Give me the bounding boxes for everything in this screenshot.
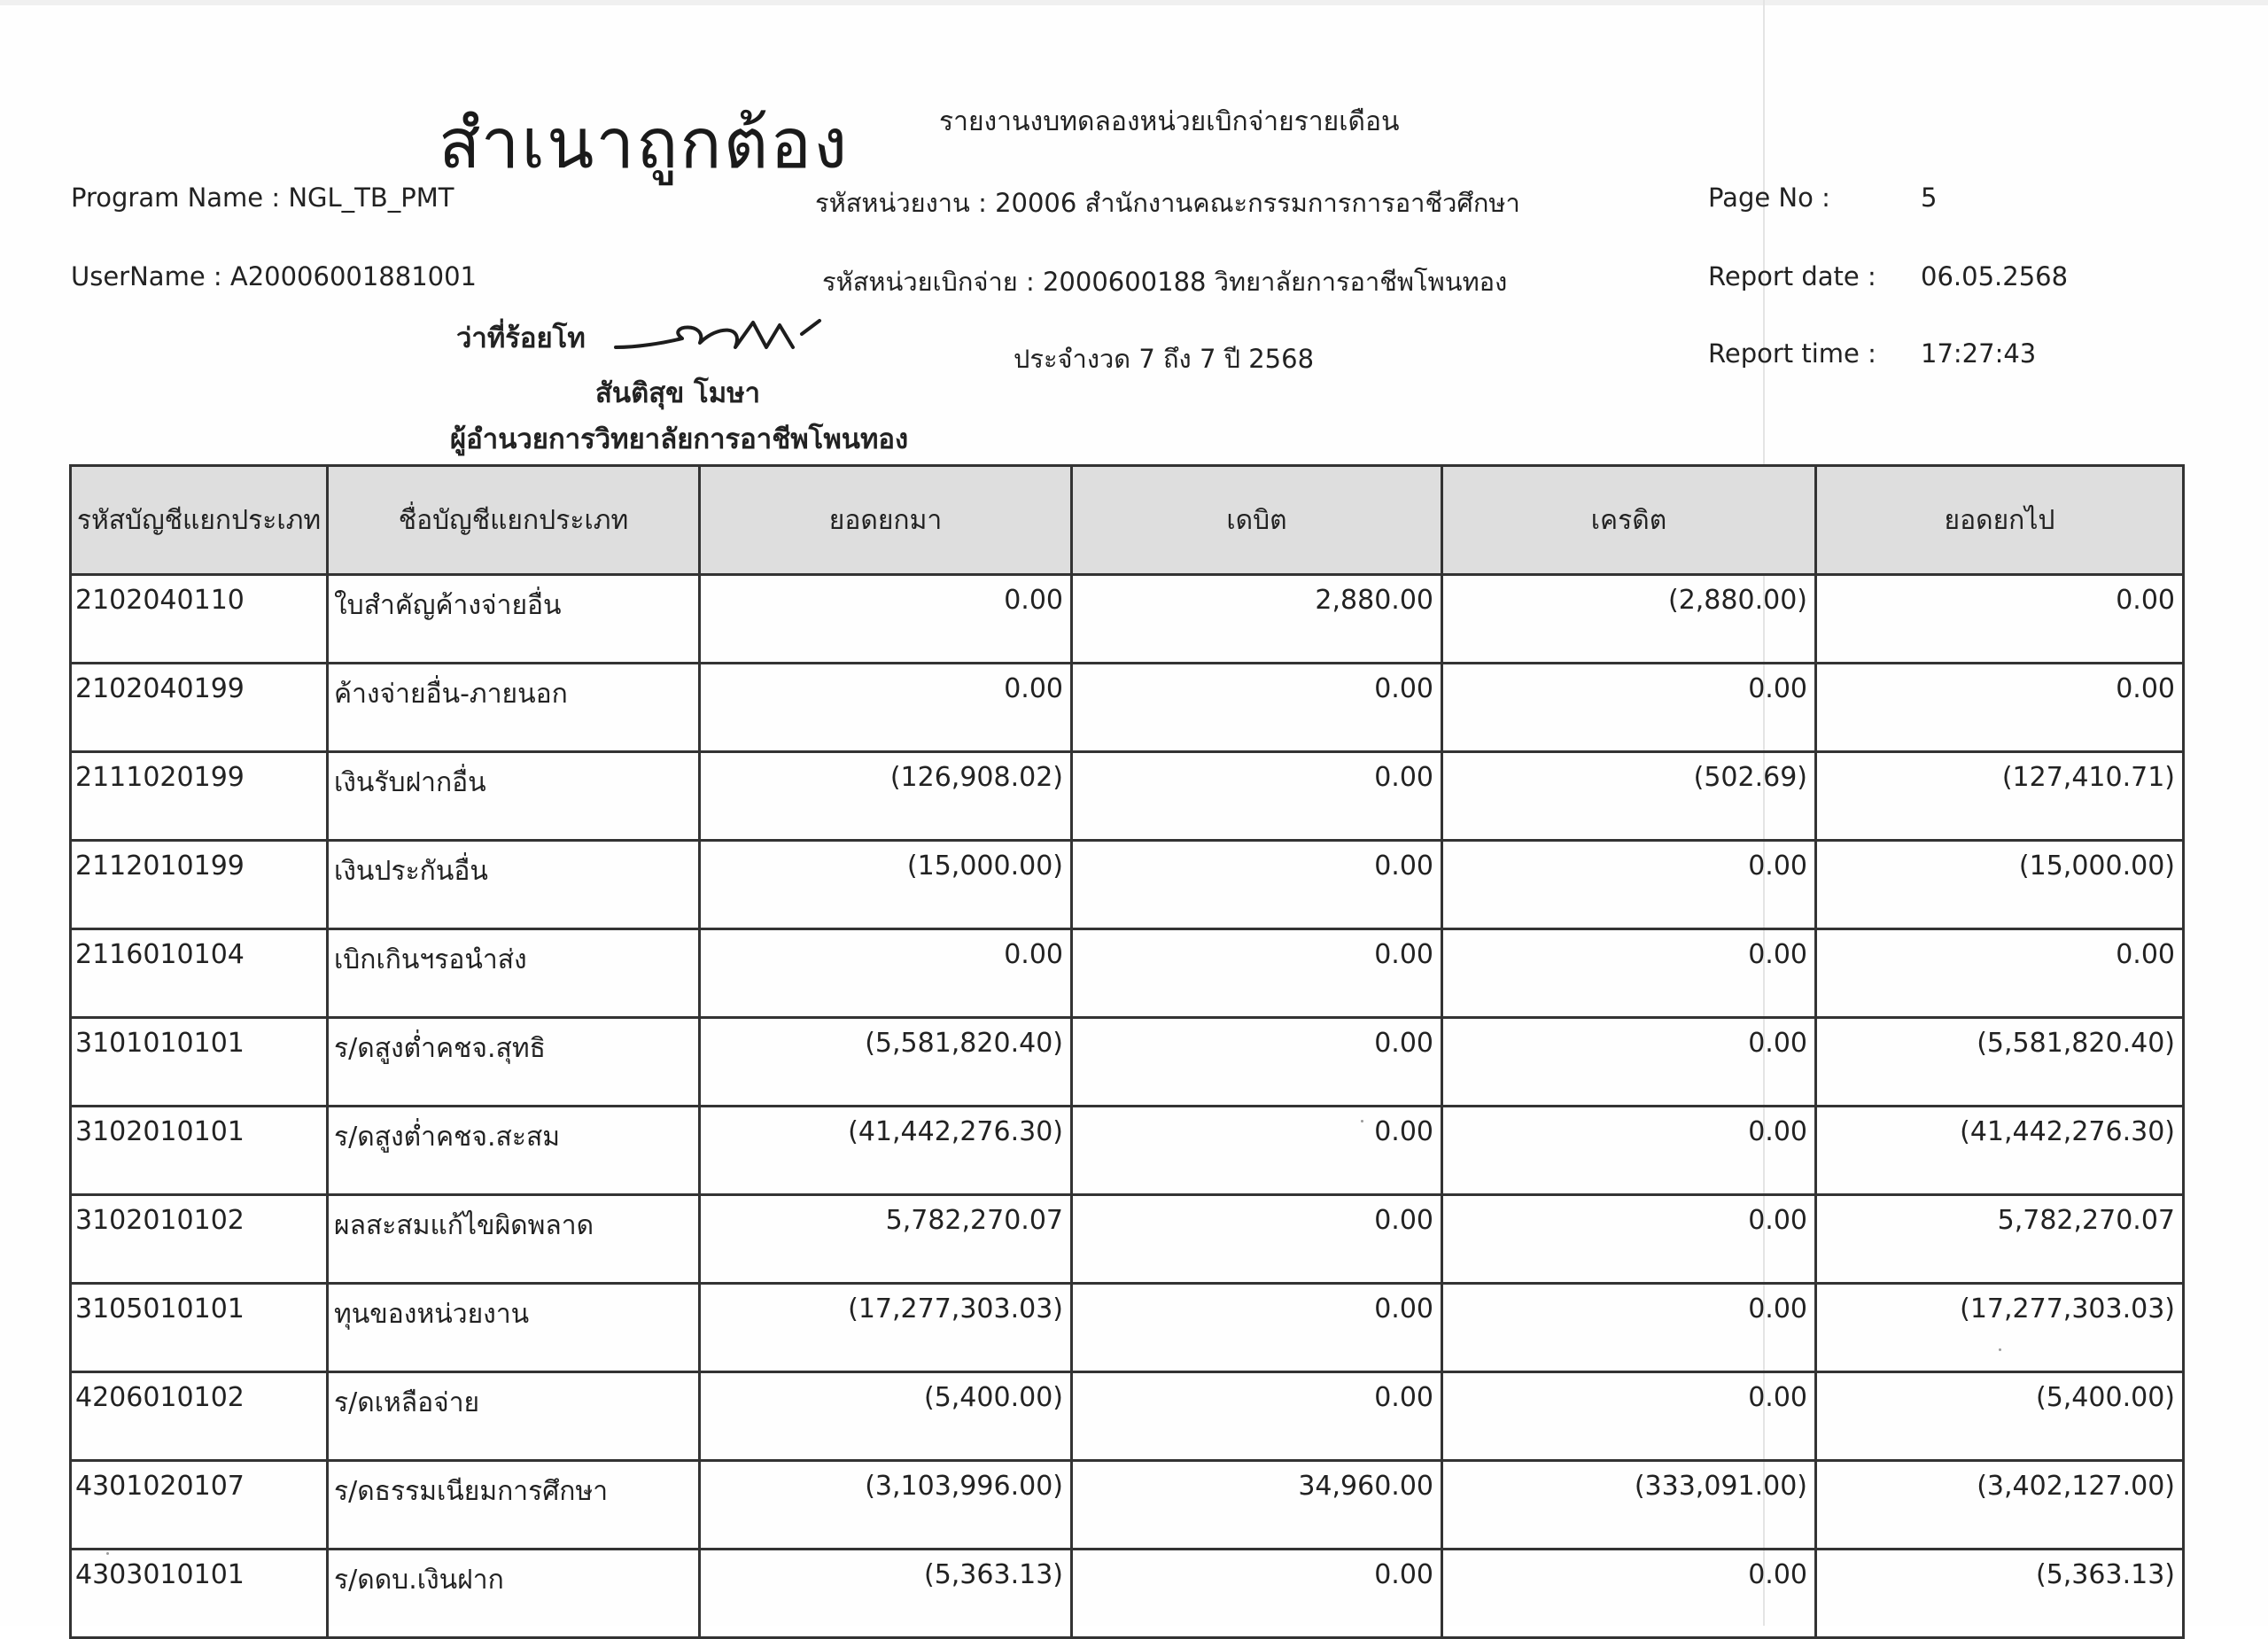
cell-account-name: ร/ดสูงต่ำคชจ.สุทธิ: [328, 1018, 700, 1107]
cell-brought-forward: (3,103,996.00): [700, 1461, 1072, 1550]
cell-debit: 0.00: [1072, 1107, 1442, 1195]
cell-account-name: ร/ดดบ.เงินฝาก: [328, 1550, 700, 1638]
table-row: [71, 1372, 2184, 1461]
cell-brought-forward: 0.00: [700, 929, 1072, 1018]
report-time-label: Report time :: [1708, 338, 1876, 369]
trial-balance-table: [69, 464, 2185, 1639]
agency-code: รหัสหน่วยงาน : 20006 สำนักงานคณะกรรมการการอาชีวศึกษา: [815, 188, 1520, 218]
scan-speck: [1999, 1348, 2001, 1351]
cell-account-code: 2112010199: [71, 841, 328, 929]
scan-speck: [106, 1552, 109, 1555]
table-row: [71, 664, 2184, 752]
column-header-account-name: ชื่อบัญชีแยกประเภท: [328, 466, 700, 575]
cell-carried-forward: 0.00: [1816, 664, 2184, 752]
table-row: [71, 1461, 2184, 1550]
cell-carried-forward: (5,581,820.40): [1816, 1018, 2184, 1107]
table-row: [71, 1550, 2184, 1638]
cell-credit: 0.00: [1442, 1018, 1816, 1107]
signer-rank: ว่าที่ร้อยโท: [456, 322, 586, 354]
signer-position: ผู้อำนวยการวิทยาลัยการอาชีพโพนทอง: [450, 423, 909, 455]
table-header-row: [71, 466, 2184, 575]
column-header-account-code: รหัสบัญชีแยกประเภท: [71, 466, 328, 575]
cell-credit: 0.00: [1442, 841, 1816, 929]
table-row: [71, 752, 2184, 841]
column-header-debit: เดบิต: [1072, 466, 1442, 575]
cell-account-name: เบิกเกินฯรอนำส่ง: [328, 929, 700, 1018]
report-date-value: 06.05.2568: [1921, 261, 2069, 291]
cell-brought-forward: (41,442,276.30): [700, 1107, 1072, 1195]
user-name: UserName : A20006001881001: [71, 261, 478, 291]
cell-account-code: 4303010101: [71, 1550, 328, 1638]
cell-brought-forward: 5,782,270.07: [700, 1195, 1072, 1284]
cell-account-name: ร/ดสูงต่ำคชจ.สะสม: [328, 1107, 700, 1195]
cell-debit: 0.00: [1072, 1372, 1442, 1461]
cell-carried-forward: (17,277,303.03): [1816, 1284, 2184, 1372]
cell-brought-forward: (17,277,303.03): [700, 1284, 1072, 1372]
program-name: Program Name : NGL_TB_PMT: [71, 183, 454, 213]
cell-account-name: ทุนของหน่วยงาน: [328, 1284, 700, 1372]
column-header-carried-forward: ยอดยกไป: [1816, 466, 2184, 575]
cell-brought-forward: 0.00: [700, 575, 1072, 664]
cell-credit: 0.00: [1442, 664, 1816, 752]
cell-carried-forward: 5,782,270.07: [1816, 1195, 2184, 1284]
column-header-credit: เครดิต: [1442, 466, 1816, 575]
page-no-value: 5: [1921, 183, 1938, 213]
cell-carried-forward: (3,402,127.00): [1816, 1461, 2184, 1550]
cell-credit: 0.00: [1442, 1550, 1816, 1638]
cell-brought-forward: (15,000.00): [700, 841, 1072, 929]
cell-carried-forward: (15,000.00): [1816, 841, 2184, 929]
cell-account-code: 3102010101: [71, 1107, 328, 1195]
report-time-value: 17:27:43: [1921, 338, 2037, 369]
cell-debit: 0.00: [1072, 841, 1442, 929]
cell-carried-forward: (41,442,276.30): [1816, 1107, 2184, 1195]
cell-debit: 2,880.00: [1072, 575, 1442, 664]
cell-account-code: 2116010104: [71, 929, 328, 1018]
scan-speck: [1361, 1120, 1363, 1122]
cell-debit: 0.00: [1072, 1284, 1442, 1372]
cell-credit: (333,091.00): [1442, 1461, 1816, 1550]
disbursing-unit: รหัสหน่วยเบิกจ่าย : 2000600188 วิทยาลัยการอาชีพโพนทอง: [822, 267, 1508, 297]
cell-credit: 0.00: [1442, 929, 1816, 1018]
cell-carried-forward: (127,410.71): [1816, 752, 2184, 841]
cell-account-name: ใบสำคัญค้างจ่ายอื่น: [328, 575, 700, 664]
cell-brought-forward: (5,581,820.40): [700, 1018, 1072, 1107]
cell-account-code: 3102010102: [71, 1195, 328, 1284]
table-row: [71, 1284, 2184, 1372]
handwritten-signature: [611, 312, 824, 365]
cell-credit: (502.69): [1442, 752, 1816, 841]
cell-account-name: ร/ดเหลือจ่าย: [328, 1372, 700, 1461]
cell-account-code: 2102040199: [71, 664, 328, 752]
cell-debit: 0.00: [1072, 1195, 1442, 1284]
signer-name: สันติสุข โมษา: [595, 377, 761, 409]
cell-account-code: 3101010101: [71, 1018, 328, 1107]
cell-debit: 0.00: [1072, 1018, 1442, 1107]
cell-brought-forward: (126,908.02): [700, 752, 1072, 841]
table-row: [71, 841, 2184, 929]
cell-account-code: 3105010101: [71, 1284, 328, 1372]
report-title: รายงานงบทดลองหน่วยเบิกจ่ายรายเดือน: [939, 106, 1400, 137]
cell-carried-forward: 0.00: [1816, 575, 2184, 664]
cell-debit: 0.00: [1072, 664, 1442, 752]
table-row: [71, 1107, 2184, 1195]
cell-carried-forward: (5,363.13): [1816, 1550, 2184, 1638]
report-period: ประจำงวด 7 ถึง 7 ปี 2568: [1014, 344, 1315, 374]
cell-account-name: ร/ดธรรมเนียมการศึกษา: [328, 1461, 700, 1550]
cell-credit: 0.00: [1442, 1195, 1816, 1284]
cell-account-code: 4301020107: [71, 1461, 328, 1550]
cell-debit: 0.00: [1072, 752, 1442, 841]
cell-account-name: ค้างจ่ายอื่น-ภายนอก: [328, 664, 700, 752]
cell-account-name: เงินรับฝากอื่น: [328, 752, 700, 841]
table-row: [71, 1018, 2184, 1107]
cell-carried-forward: 0.00: [1816, 929, 2184, 1018]
cell-credit: 0.00: [1442, 1372, 1816, 1461]
cell-account-code: 4206010102: [71, 1372, 328, 1461]
cell-credit: 0.00: [1442, 1107, 1816, 1195]
cell-debit: 0.00: [1072, 929, 1442, 1018]
cell-brought-forward: (5,400.00): [700, 1372, 1072, 1461]
cell-account-code: 2111020199: [71, 752, 328, 841]
page-no-label: Page No :: [1708, 183, 1830, 213]
cell-carried-forward: (5,400.00): [1816, 1372, 2184, 1461]
cell-credit: 0.00: [1442, 1284, 1816, 1372]
cell-credit: (2,880.00): [1442, 575, 1816, 664]
table-body: [71, 575, 2184, 1638]
certified-copy-stamp: สำเนาถูกต้อง: [439, 105, 850, 184]
report-date-label: Report date :: [1708, 261, 1876, 291]
table-row: [71, 575, 2184, 664]
cell-account-name: ผลสะสมแก้ไขผิดพลาด: [328, 1195, 700, 1284]
cell-brought-forward: (5,363.13): [700, 1550, 1072, 1638]
cell-brought-forward: 0.00: [700, 664, 1072, 752]
table-row: [71, 1195, 2184, 1284]
cell-account-code: 2102040110: [71, 575, 328, 664]
column-header-brought-forward: ยอดยกมา: [700, 466, 1072, 575]
scan-edge: [0, 0, 2268, 5]
table-row: [71, 929, 2184, 1018]
cell-debit: 0.00: [1072, 1550, 1442, 1638]
cell-account-name: เงินประกันอื่น: [328, 841, 700, 929]
cell-debit: 34,960.00: [1072, 1461, 1442, 1550]
